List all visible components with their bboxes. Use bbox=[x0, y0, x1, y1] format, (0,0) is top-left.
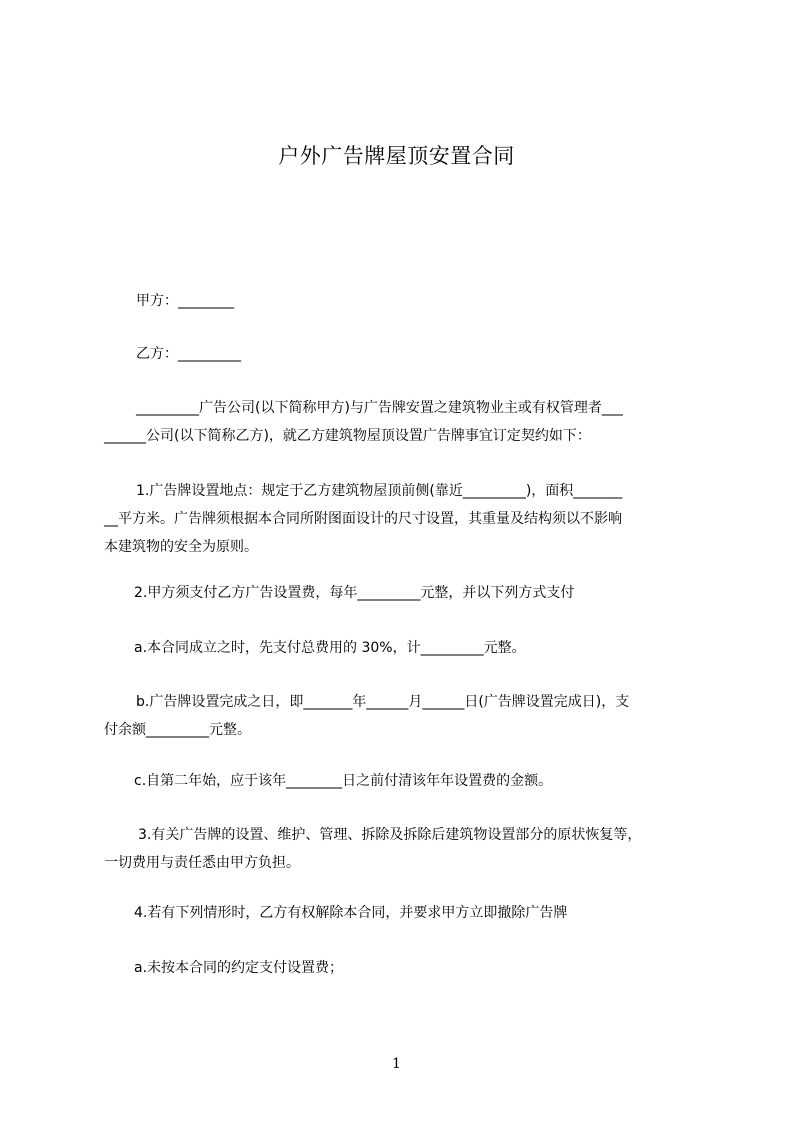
clause4a-line: a.未按本合同的约定支付设置费； bbox=[134, 960, 344, 976]
intro-line-2: ______公司(以下简称乙方)，就乙方建筑物屋顶设置广告牌事宜订定契约如下： bbox=[104, 428, 591, 444]
clause2a-line: a.本合同成立之时，先支付总费用的 30%，计_________元整。 bbox=[134, 640, 526, 656]
clause2b-line-2: 付余额_________元整。 bbox=[104, 722, 251, 738]
clause2c-line: c.自第二年始，应于该年________日之前付清该年年设置费的金额。 bbox=[134, 773, 553, 789]
clause3-line-1: 3.有关广告牌的设置、维护、管理、拆除及拆除后建筑物设置部分的原状恢复等， bbox=[138, 827, 642, 843]
clause4-line: 4.若有下列情形时，乙方有权解除本合同，并要求甲方立即撤除广告牌 bbox=[134, 905, 568, 921]
document-title: 户外广告牌屋顶安置合同 bbox=[278, 144, 515, 168]
clause1-line-3: 本建筑物的安全为原则。 bbox=[104, 539, 258, 555]
clause1-line-1: 1.广告牌设置地点：规定于乙方建筑物屋顶前侧(靠近_________)，面积_______ bbox=[136, 483, 623, 499]
clause2b-line-1: b.广告牌设置完成之日，即_______年______月______日(广告牌设置完成日)，支 bbox=[136, 694, 630, 710]
page-number: 1 bbox=[392, 1056, 401, 1072]
party-a-line: 甲方：________ bbox=[136, 293, 234, 309]
clause2-line: 2.甲方须支付乙方广告设置费，每年_________元整，并以下列方式支付 bbox=[134, 585, 575, 601]
clause1-line-2: __平方米。广告牌须根据本合同所附图面设计的尺寸设置，其重量及结构须以不影响 bbox=[104, 511, 622, 527]
intro-line-1: _________广告公司(以下简称甲方)与广告牌安置之建筑物业主或有权管理者___ bbox=[136, 400, 623, 416]
clause3-line-2: 一切费用与责任悉由甲方负担。 bbox=[104, 855, 300, 871]
party-b-line: 乙方：_________ bbox=[136, 346, 241, 362]
